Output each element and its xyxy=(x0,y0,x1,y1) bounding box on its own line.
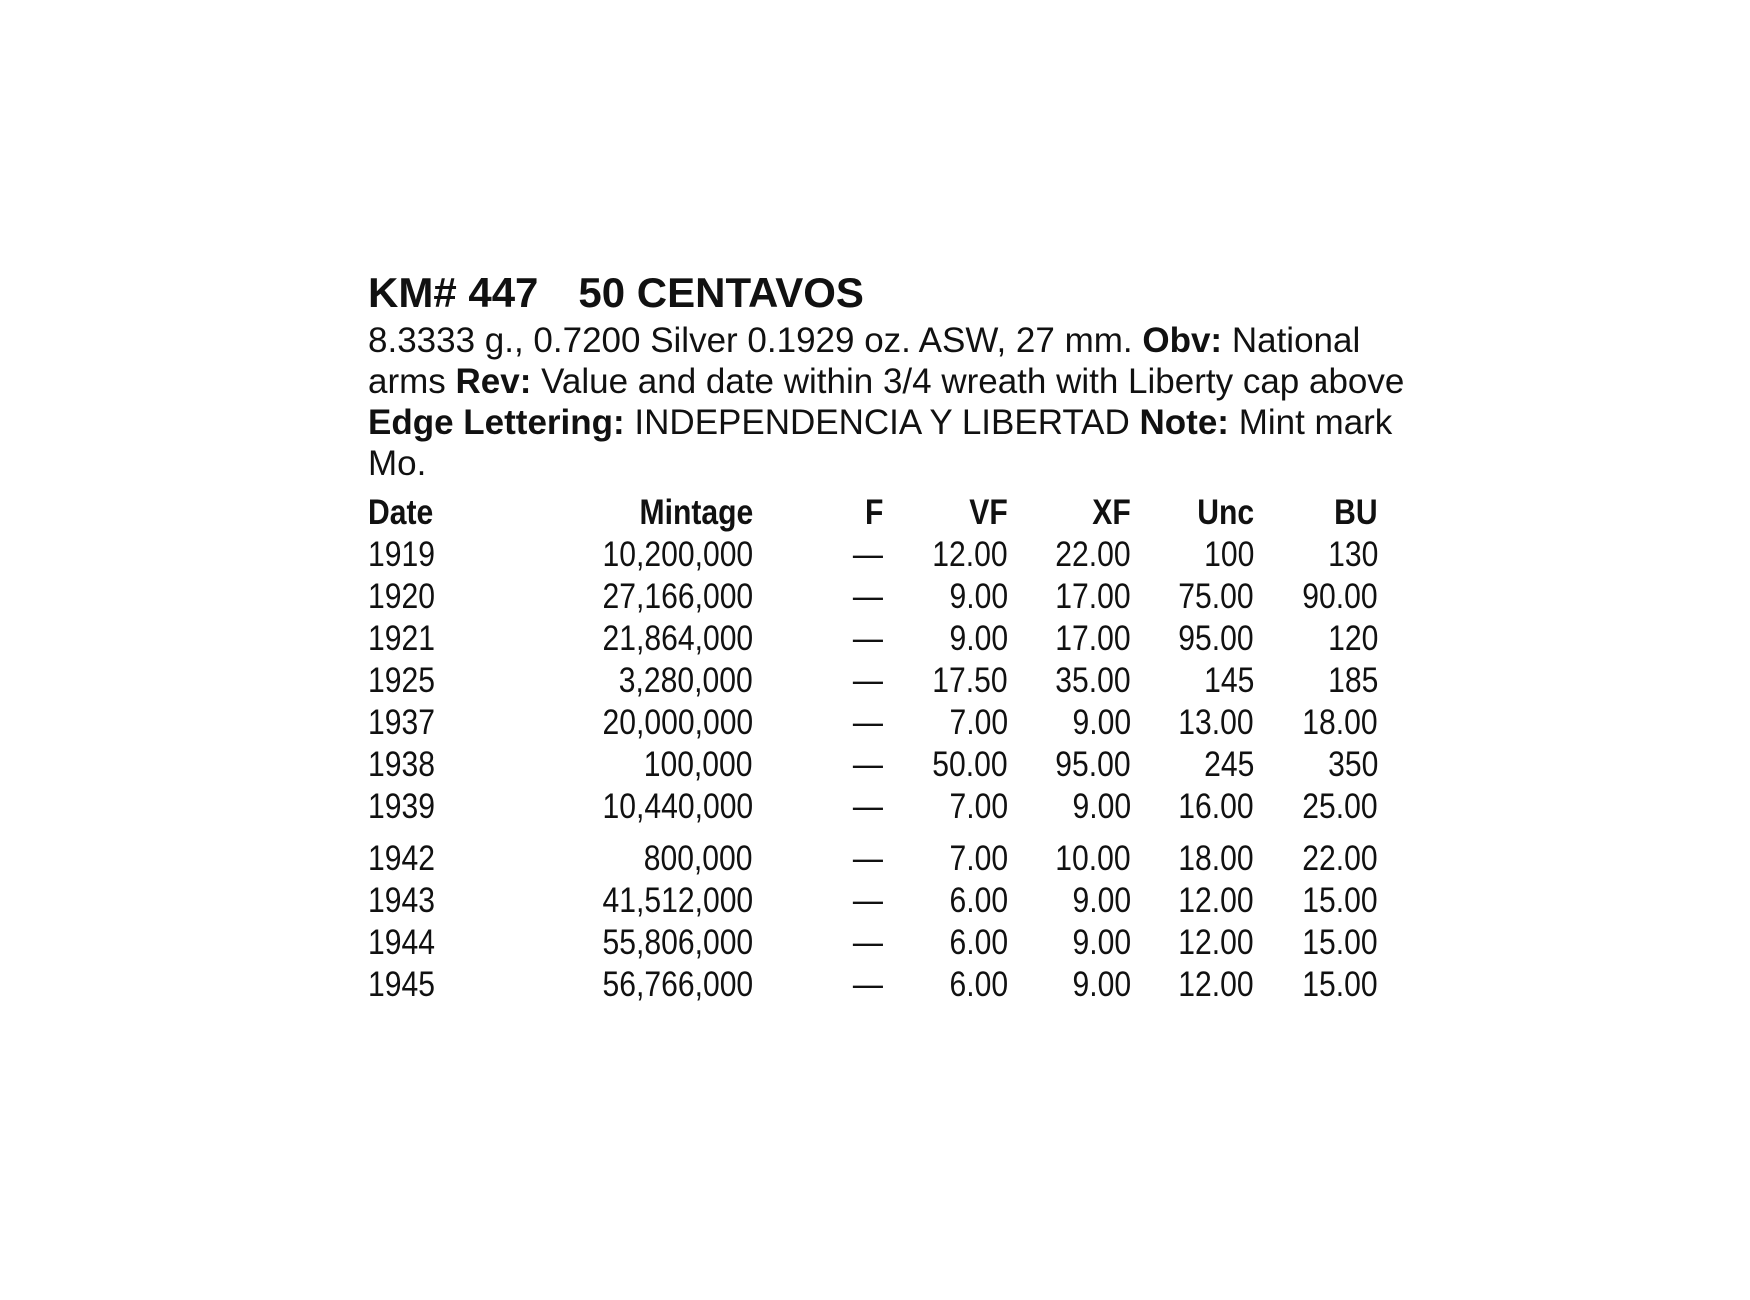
cell-f: — xyxy=(852,787,883,826)
cell-mintage: 800,000 xyxy=(644,839,753,878)
cell-unc: 12.00 xyxy=(1178,965,1254,1004)
note-text: Mint mark Mo. xyxy=(368,403,1393,483)
coin-description xyxy=(368,320,1408,484)
cell-xf: 9.00 xyxy=(1072,703,1131,742)
cell-date: 1945 xyxy=(368,965,435,1004)
cell-f: — xyxy=(852,881,883,920)
table-row xyxy=(368,618,1378,660)
cell-xf: 9.00 xyxy=(1072,787,1131,826)
cell-date: 1925 xyxy=(368,661,435,700)
coin-entry xyxy=(368,268,1408,1006)
cell-vf: 17.50 xyxy=(932,661,1008,700)
cell-vf: 6.00 xyxy=(949,923,1008,962)
cell-vf: 7.00 xyxy=(949,839,1008,878)
header-f: F xyxy=(864,493,883,532)
rev-text: Value and date within 3/4 wreath with Liberty cap above xyxy=(541,362,1405,401)
cell-xf: 9.00 xyxy=(1072,881,1131,920)
cell-bu: 18.00 xyxy=(1302,703,1378,742)
cell-mintage: 10,200,000 xyxy=(602,535,753,574)
coin-specs: 8.3333 g., 0.7200 Silver 0.1929 oz. ASW, 27 mm. xyxy=(368,321,1133,360)
header-unc: Unc xyxy=(1197,493,1254,532)
cell-unc: 13.00 xyxy=(1178,703,1254,742)
cell-bu: 22.00 xyxy=(1302,839,1378,878)
cell-date: 1921 xyxy=(368,619,435,658)
cell-unc: 18.00 xyxy=(1178,839,1254,878)
cell-xf: 17.00 xyxy=(1055,619,1131,658)
header-date: Date xyxy=(368,493,434,532)
cell-bu: 120 xyxy=(1327,619,1378,658)
cell-vf: 7.00 xyxy=(949,787,1008,826)
cell-mintage: 10,440,000 xyxy=(602,787,753,826)
cell-date: 1919 xyxy=(368,535,435,574)
table-row xyxy=(368,828,1378,880)
table-row xyxy=(368,702,1378,744)
cell-unc: 100 xyxy=(1203,535,1254,574)
cell-vf: 50.00 xyxy=(932,745,1008,784)
table-row xyxy=(368,534,1378,576)
cell-mintage: 56,766,000 xyxy=(602,965,753,1004)
cell-f: — xyxy=(852,661,883,700)
cell-bu: 15.00 xyxy=(1302,923,1378,962)
cell-f: — xyxy=(852,745,883,784)
cell-unc: 75.00 xyxy=(1178,577,1254,616)
table-row xyxy=(368,922,1378,964)
cell-date: 1938 xyxy=(368,745,435,784)
header-mintage: Mintage xyxy=(639,493,753,532)
cell-vf: 9.00 xyxy=(949,577,1008,616)
table-row xyxy=(368,744,1378,786)
cell-mintage: 3,280,000 xyxy=(619,661,753,700)
cell-f: — xyxy=(852,923,883,962)
mintage-table xyxy=(368,492,1378,1006)
cell-unc: 12.00 xyxy=(1178,923,1254,962)
cell-vf: 6.00 xyxy=(949,881,1008,920)
cell-date: 1942 xyxy=(368,839,435,878)
cell-mintage: 100,000 xyxy=(644,745,753,784)
cell-f: — xyxy=(852,535,883,574)
cell-date: 1943 xyxy=(368,881,435,920)
cell-unc: 12.00 xyxy=(1178,881,1254,920)
cell-xf: 10.00 xyxy=(1055,839,1131,878)
cell-xf: 95.00 xyxy=(1055,745,1131,784)
edge-label: Edge Lettering: xyxy=(368,403,625,442)
header-xf: XF xyxy=(1092,493,1131,532)
obv-label: Obv: xyxy=(1142,321,1223,360)
cell-mintage: 27,166,000 xyxy=(602,577,753,616)
table-row xyxy=(368,576,1378,618)
table-row xyxy=(368,786,1378,828)
cell-unc: 245 xyxy=(1203,745,1254,784)
km-number: KM# 447 xyxy=(368,269,539,316)
table-row xyxy=(368,964,1378,1006)
rev-label: Rev: xyxy=(455,362,532,401)
cell-bu: 130 xyxy=(1327,535,1378,574)
header-vf: VF xyxy=(969,493,1008,532)
cell-xf: 9.00 xyxy=(1072,923,1131,962)
cell-mintage: 20,000,000 xyxy=(602,703,753,742)
cell-date: 1920 xyxy=(368,577,435,616)
coin-title xyxy=(368,268,1408,318)
denomination: 50 CENTAVOS xyxy=(578,269,864,316)
cell-mintage: 41,512,000 xyxy=(602,881,753,920)
cell-xf: 17.00 xyxy=(1055,577,1131,616)
cell-xf: 35.00 xyxy=(1055,661,1131,700)
edge-text: INDEPENDENCIA Y LIBERTAD xyxy=(634,403,1130,442)
cell-vf: 6.00 xyxy=(949,965,1008,1004)
cell-f: — xyxy=(852,839,883,878)
cell-f: — xyxy=(852,619,883,658)
cell-date: 1939 xyxy=(368,787,435,826)
cell-unc: 95.00 xyxy=(1178,619,1254,658)
cell-bu: 15.00 xyxy=(1302,881,1378,920)
cell-vf: 7.00 xyxy=(949,703,1008,742)
table-row xyxy=(368,880,1378,922)
cell-mintage: 21,864,000 xyxy=(602,619,753,658)
cell-bu: 185 xyxy=(1327,661,1378,700)
cell-f: — xyxy=(852,965,883,1004)
note-label: Note: xyxy=(1139,403,1229,442)
cell-f: — xyxy=(852,577,883,616)
cell-vf: 9.00 xyxy=(949,619,1008,658)
cell-date: 1944 xyxy=(368,923,435,962)
cell-unc: 145 xyxy=(1203,661,1254,700)
cell-bu: 90.00 xyxy=(1302,577,1378,616)
cell-vf: 12.00 xyxy=(932,535,1008,574)
table-row xyxy=(368,660,1378,702)
table-body xyxy=(368,534,1378,1006)
cell-f: — xyxy=(852,703,883,742)
cell-xf: 9.00 xyxy=(1072,965,1131,1004)
cell-date: 1937 xyxy=(368,703,435,742)
cell-xf: 22.00 xyxy=(1055,535,1131,574)
cell-bu: 25.00 xyxy=(1302,787,1378,826)
obv-text: National arms xyxy=(368,321,1361,401)
cell-bu: 350 xyxy=(1327,745,1378,784)
table-header-row xyxy=(368,492,1378,534)
cell-unc: 16.00 xyxy=(1178,787,1254,826)
cell-bu: 15.00 xyxy=(1302,965,1378,1004)
cell-mintage: 55,806,000 xyxy=(602,923,753,962)
header-bu: BU xyxy=(1334,493,1378,532)
